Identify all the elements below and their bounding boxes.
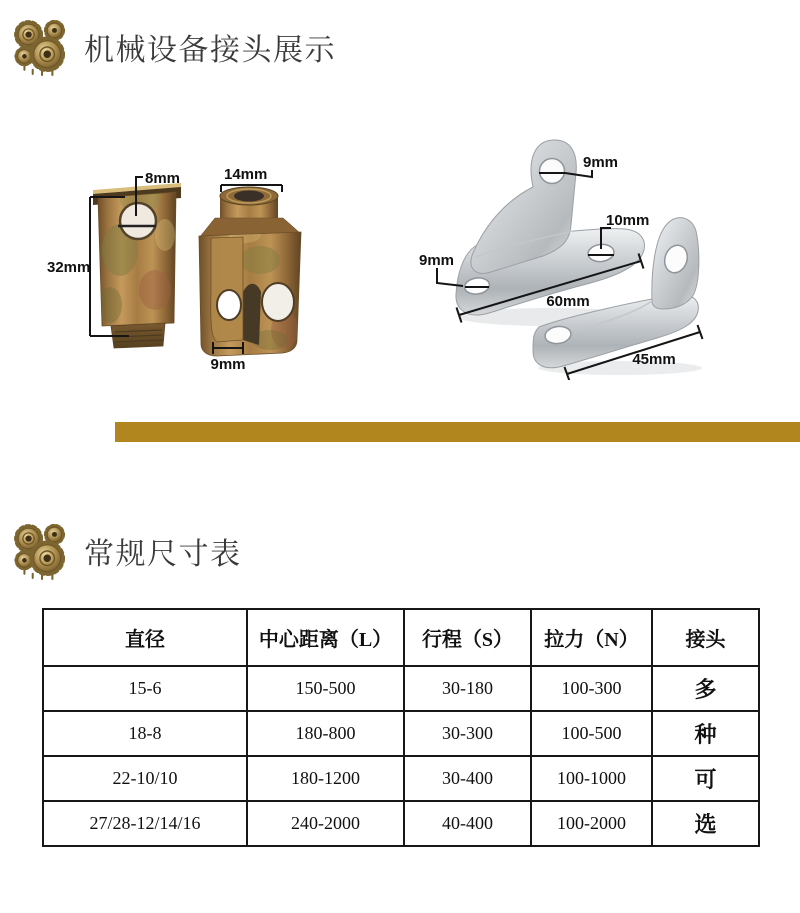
cell-diameter: 15-6: [43, 666, 247, 711]
bracket-right-hole-dim-label: 10mm: [606, 212, 650, 229]
cell-joint: 可: [652, 756, 759, 801]
gears-icon: [12, 18, 70, 76]
table-row: [43, 756, 759, 801]
cell-pull-force: 100-300: [531, 666, 652, 711]
cell-joint: 多: [652, 666, 759, 711]
size-table: [42, 608, 760, 847]
cell-center-distance: 180-1200: [247, 756, 404, 801]
table-row: [43, 801, 759, 846]
cell-diameter: 27/28-12/14/16: [43, 801, 247, 846]
clevis-height-dim-label: 32mm: [47, 259, 91, 276]
col-header-stroke: 行程（S）: [404, 609, 531, 666]
cell-stroke: 40-400: [404, 801, 531, 846]
clevis-slot-dim-label: 9mm: [210, 356, 246, 373]
clevis-hole-dim-label: 8mm: [145, 170, 181, 187]
cell-diameter: 22-10/10: [43, 756, 247, 801]
section-title-sizes: 常规尺寸表: [84, 538, 242, 571]
header-display-section: [12, 18, 336, 76]
cell-diameter: 18-8: [43, 711, 247, 756]
table-row: [43, 711, 759, 756]
section-title-display: 机械设备接头展示: [84, 34, 336, 67]
bracket-large-length-dim-label: 60mm: [546, 293, 590, 310]
col-header-joint: 接头: [652, 609, 759, 666]
cell-center-distance: 150-500: [247, 666, 404, 711]
col-header-pull-force: 拉力（N）: [531, 609, 652, 666]
cell-joint: 种: [652, 711, 759, 756]
cell-pull-force: 100-1000: [531, 756, 652, 801]
header-size-section: [12, 522, 242, 580]
cell-center-distance: 240-2000: [247, 801, 404, 846]
table-row: [43, 666, 759, 711]
cell-stroke: 30-180: [404, 666, 531, 711]
bracket-small-length-dim-label: 45mm: [632, 351, 676, 368]
col-header-diameter: 直径: [43, 609, 247, 666]
bracket-product-photo: [405, 125, 750, 380]
size-table-header-row: [43, 609, 759, 666]
cell-pull-force: 100-500: [531, 711, 652, 756]
clevis-product-photo: [35, 140, 330, 385]
bracket-top-hole-dim-label: 9mm: [583, 154, 619, 171]
clevis-fork-part: [199, 187, 301, 356]
cell-joint: 选: [652, 801, 759, 846]
cell-stroke: 30-400: [404, 756, 531, 801]
clevis-top-width-dim-label: 14mm: [224, 166, 268, 183]
gold-divider-bar: [115, 422, 800, 442]
bracket-left-hole-dim-label: 9mm: [419, 252, 455, 269]
col-header-center-distance: 中心距离（L）: [247, 609, 404, 666]
cell-pull-force: 100-2000: [531, 801, 652, 846]
cell-stroke: 30-300: [404, 711, 531, 756]
cell-center-distance: 180-800: [247, 711, 404, 756]
gears-icon: [12, 522, 70, 580]
